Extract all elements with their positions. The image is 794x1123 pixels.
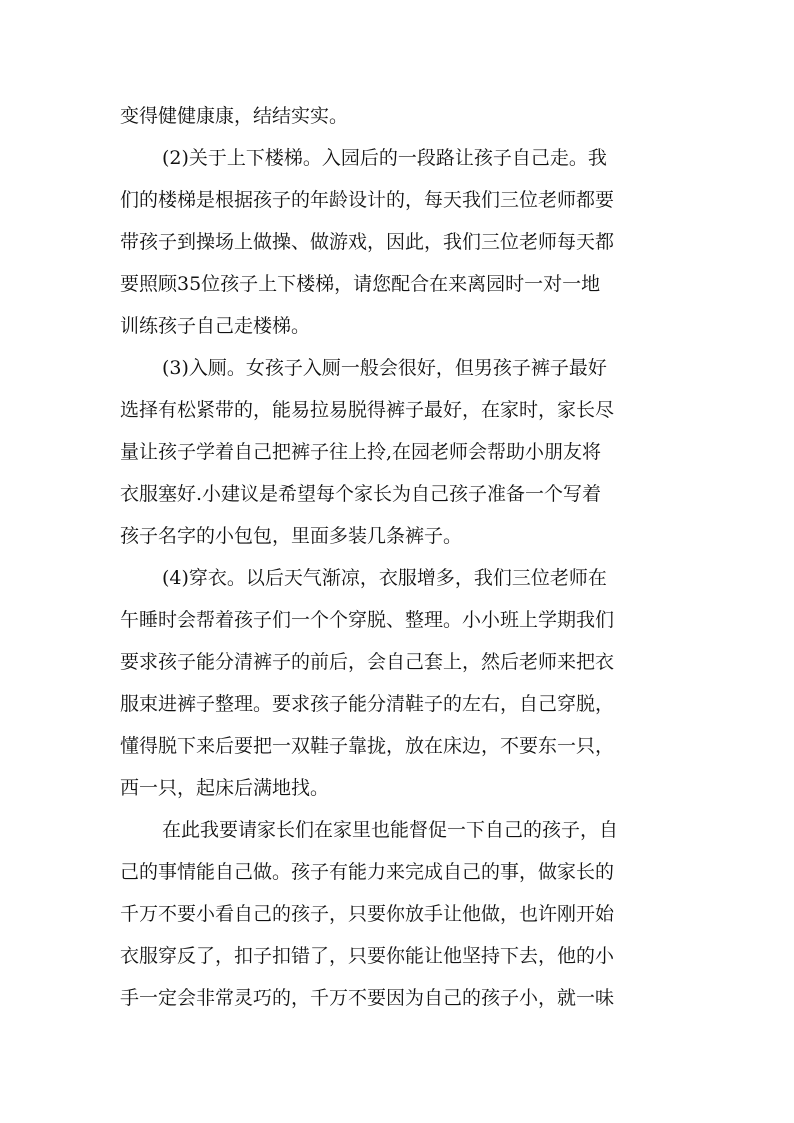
text-line: 要照顾35位孩子上下楼梯，请您配合在来离园时一对一地 [120, 273, 601, 295]
text-line: 懂得脱下来后要把一双鞋子靠拢，放在床边，不要东一只， [120, 735, 615, 757]
text-line: 训练孩子自己走楼梯。 [120, 315, 311, 337]
text-line: 衣服塞好.小建议是希望每个家长为自己孩子准备一个写着 [120, 483, 602, 505]
text-line: 千万不要小看自己的孩子，只要你放手让他做，也许刚开始 [120, 903, 615, 925]
text-line: 带孩子到操场上做操、做游戏，因此，我们三位老师每天都 [120, 231, 615, 253]
text-line: 手一定会非常灵巧的，千万不要因为自己的孩子小，就一味 [120, 987, 615, 1009]
text-line: 选择有松紧带的，能易拉易脱得裤子最好，在家时，家长尽 [120, 399, 615, 421]
text-line: 午睡时会帮着孩子们一个个穿脱、整理。小小班上学期我们 [120, 609, 615, 631]
text-line: 衣服穿反了，扣子扣错了，只要你能让他坚持下去，他的小 [120, 945, 615, 967]
text-line: (3)入厕。女孩子入厕一般会很好，但男孩子裤子最好 [162, 357, 607, 379]
text-line: 己的事情能自己做。孩子有能力来完成自己的事，做家长的 [120, 861, 615, 883]
text-line: 量让孩子学着自己把裤子往上拎,在园老师会帮助小朋友将 [120, 441, 602, 463]
text-line: 孩子名字的小包包，里面多装几条裤子。 [120, 525, 463, 547]
text-line: 要求孩子能分清裤子的前后，会自己套上，然后老师来把衣 [120, 651, 615, 673]
text-line: 们的楼梯是根据孩子的年龄设计的，每天我们三位老师都要 [120, 189, 615, 211]
text-line: 在此我要请家长们在家里也能督促一下自己的孩子，自 [162, 819, 619, 841]
text-line: 西一只，起床后满地找。 [120, 777, 330, 799]
text-line: 服束进裤子整理。要求孩子能分清鞋子的左右，自己穿脱， [120, 693, 615, 715]
text-line: 变得健健康康，结结实实。 [120, 105, 349, 127]
text-line: (2)关于上下楼梯。入园后的一段路让孩子自己走。我 [162, 147, 607, 169]
text-line: (4)穿衣。以后天气渐凉，衣服增多，我们三位老师在 [162, 567, 607, 589]
